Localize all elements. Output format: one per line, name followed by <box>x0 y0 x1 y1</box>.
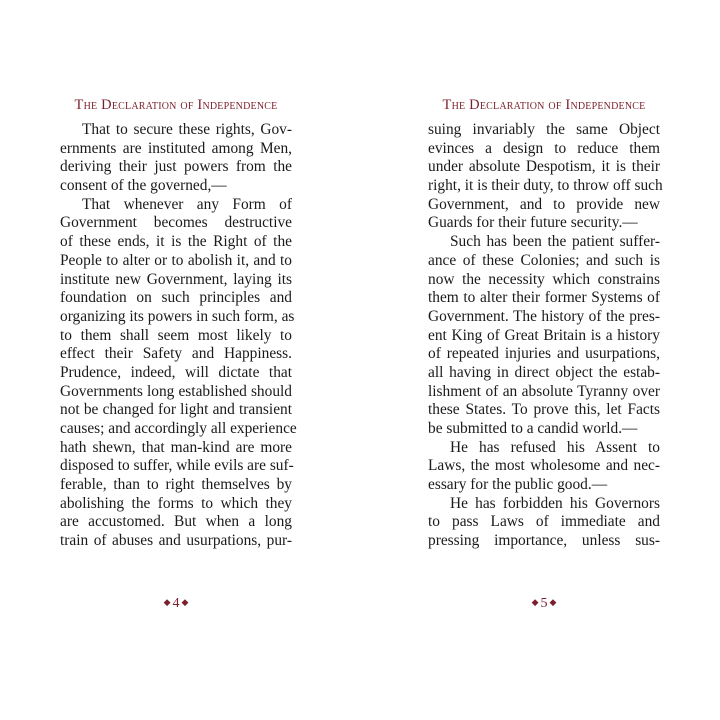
text-line: lishment of an absolute Tyranny over <box>428 382 660 400</box>
right-page <box>428 0 663 720</box>
text-line: all having in direct object the estab- <box>428 363 660 381</box>
text-line: That whenever any Form of <box>82 195 292 213</box>
page-body-text <box>428 121 663 551</box>
page-number <box>60 596 292 612</box>
text-line: train of abuses and usurpations, pur- <box>60 532 292 550</box>
text-line: Guards for their future security.— <box>428 214 638 232</box>
text-line: of repeated injuries and usurpations, <box>428 345 660 363</box>
text-line: He has forbidden his Governors <box>450 494 660 512</box>
text-line: organizing its powers in such form, as <box>60 307 295 325</box>
text-line: these States. To prove this, let Facts <box>428 401 660 419</box>
text-line: them to alter their former Systems of <box>428 289 660 307</box>
text-line: effect their Safety and Happiness. <box>60 345 292 363</box>
text-line: suing invariably the same Object <box>428 121 660 138</box>
text-line: Laws, the most wholesome and nec- <box>428 457 660 475</box>
diamond-ornament-icon: ◆ <box>181 597 189 607</box>
text-line: Government. The history of the pres- <box>428 307 660 325</box>
text-line: abolishing the forms to which they <box>60 494 292 512</box>
text-line: now the necessity which constrains <box>428 270 660 288</box>
left-page <box>60 0 297 720</box>
page-number <box>428 596 660 612</box>
text-line: Government becomes destructive <box>60 214 292 232</box>
text-line: consent of the governed,— <box>60 177 227 195</box>
diamond-ornament-icon: ◆ <box>163 597 171 607</box>
text-line: under absolute Despotism, it is their <box>428 158 660 176</box>
text-line: Governments long established should <box>60 382 292 400</box>
page-body-text <box>60 121 297 551</box>
text-line: That to secure these rights, Gov- <box>82 121 292 138</box>
text-line: Prudence, indeed, will dictate that <box>60 363 292 381</box>
diamond-ornament-icon: ◆ <box>531 597 539 607</box>
text-line: Such has been the patient suffer- <box>450 233 660 251</box>
text-line: be submitted to a candid world.— <box>428 420 638 437</box>
text-line: People to alter or to abolish it, and to <box>60 251 292 269</box>
text-line: pressing importance, unless sus- <box>428 532 660 550</box>
running-head: The Declaration of Independence <box>74 97 278 113</box>
text-line: foundation on such principles and <box>60 289 292 307</box>
text-line: to pass Laws of immediate and <box>428 513 660 531</box>
diamond-ornament-icon: ◆ <box>549 597 557 607</box>
text-line: are accustomed. But when a long <box>60 513 292 531</box>
page-number-value: 5 <box>540 596 548 611</box>
running-head: The Declaration of Independence <box>442 97 646 113</box>
text-line: not be changed for light and transient <box>60 401 292 419</box>
text-line: Government, and to provide new <box>428 195 660 213</box>
page-number-value: 4 <box>172 596 180 611</box>
text-line: essary for the public good.— <box>428 476 608 494</box>
text-line: to them shall seem most likely to <box>60 326 292 344</box>
text-line: ent King of Great Britain is a history <box>428 326 660 344</box>
text-line: He has refused his Assent to <box>450 438 660 456</box>
text-line: ferable, than to right themselves by <box>60 476 292 494</box>
text-line: disposed to suffer, while evils are suf- <box>60 457 294 475</box>
text-line: causes; and accordingly all experience <box>60 420 297 437</box>
text-line: evinces a design to reduce them <box>428 139 660 157</box>
text-line: ance of these Colonies; and such is <box>428 251 660 269</box>
text-line: ernments are instituted among Men, <box>60 139 292 157</box>
text-line: hath shewn, that man-kind are more <box>60 438 292 456</box>
text-line: right, it is their duty, to throw off such <box>428 177 663 195</box>
text-line: deriving their just powers from the <box>60 158 292 176</box>
text-line: institute new Government, laying its <box>60 270 292 288</box>
text-line: of these ends, it is the Right of the <box>60 233 292 251</box>
